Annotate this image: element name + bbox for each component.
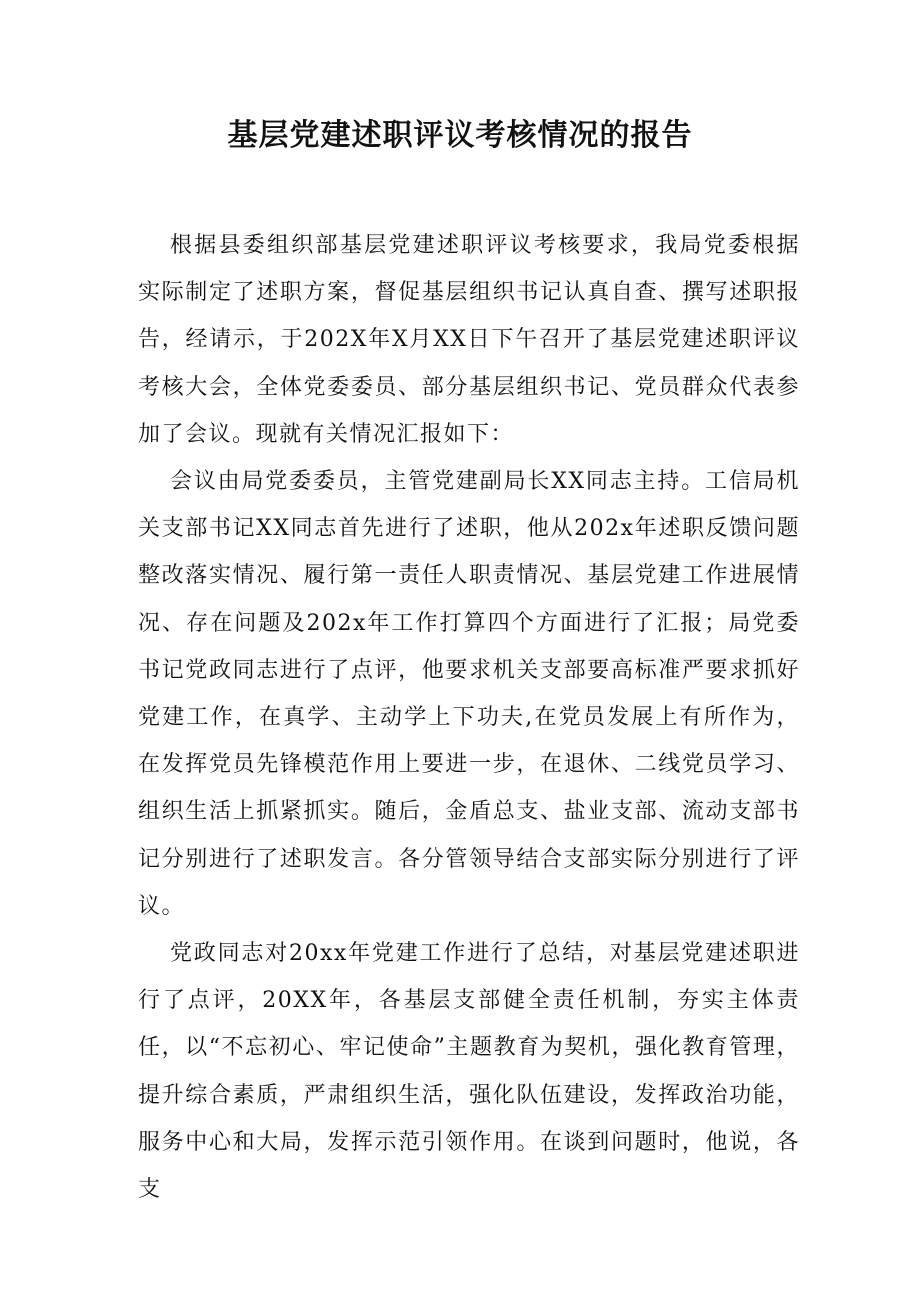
paragraph-1: 根据县委组织部基层党建述职评议考核要求，我局党委根据实际制定了述职方案，督促基层组织书记认真自查、撰写述职报告，经请示，于202X年X月XX日下午召开了基层党建述职评议考核大会，全体党委委员、部分基层组织书记、党员群众代表参加了会议。现就有关情况汇报如下： (138, 233, 800, 447)
paragraph-3: 党政同志对20xx年党建工作进行了总结，对基层党建述职进行了点评，20XX年，各基层支部健全责任机制，夯实主体责任，以“不忘初心、牢记使命”主题教育为契机，强化教育管理，提升综合素质，严肃组织生活，强化队伍建设，发挥政治功能，服务中心和大局，发挥示范引领作用。在谈到问题时，他说，各支 (138, 941, 800, 1203)
document-body (138, 222, 800, 1213)
document-title: 基层党建述职评议考核情况的报告 (227, 118, 693, 153)
paragraph-2: 会议由局党委委员，主管党建副局长XX同志主持。工信局机关支部书记XX同志首先进行了述职，他从202x年述职反馈问题整改落实情况、履行第一责任人职责情况、基层党建工作进展情况、存在问题及202x年工作打算四个方面进行了汇报；局党委书记党政同志进行了点评，他要求机关支部要高标准严要求抓好党建工作，在真学、主动学上下功夫,在党员发展上有所作为，在发挥党员先锋模范作用上要进一步，在退休、二线党员学习、组织生活上抓紧抓实。随后，金盾总支、盐业支部、流动支部书记分别进行了述职发言。各分管领导结合支部实际分别进行了评议。 (138, 469, 800, 919)
